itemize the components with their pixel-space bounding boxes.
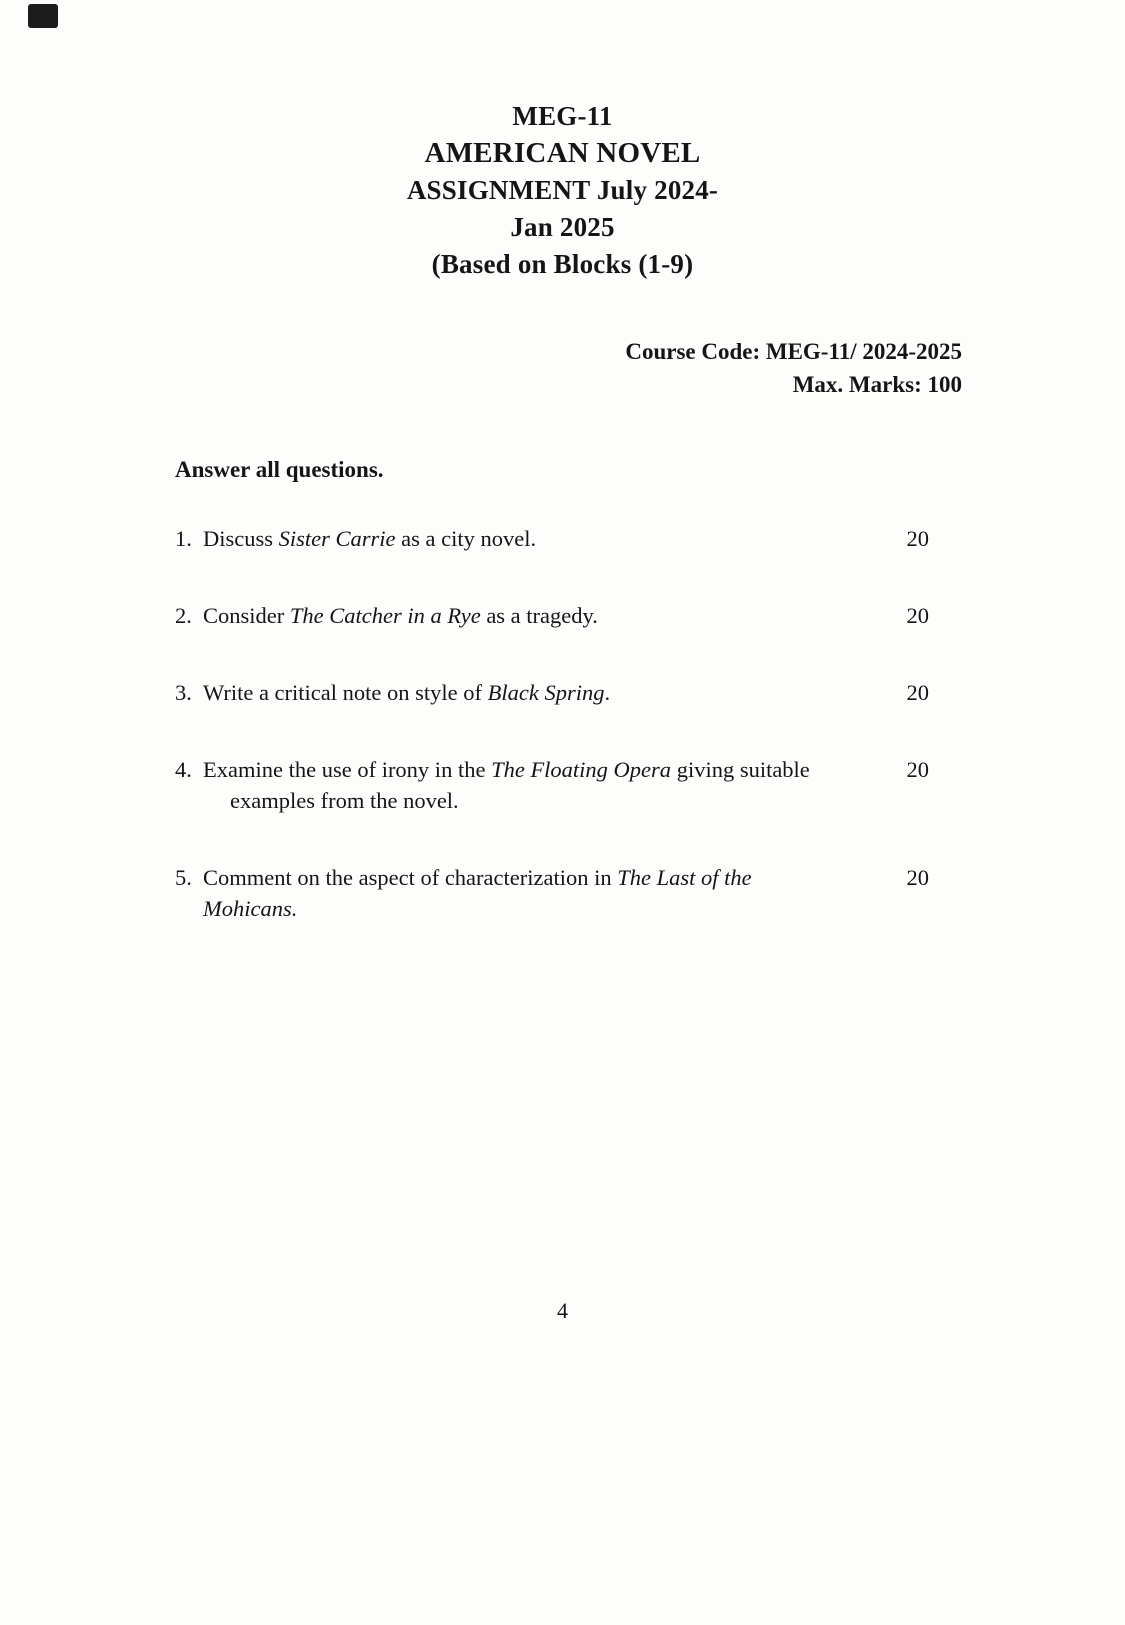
question-text-italic-title: Sister Carrie [278,526,396,551]
question-text-continuation: examples from the novel. [230,788,459,813]
title-line-assignment: ASSIGNMENT July 2024- [406,175,719,205]
max-marks-line: Max. Marks: 100 [792,372,962,397]
question-text-segment: Consider [203,603,290,628]
question-text-italic-title: The Last of the Mohicans. [203,865,752,921]
question-item-3 [0,677,1125,708]
question-text-segment: Comment on the aspect of characterization in [203,865,618,890]
question-text [203,754,810,816]
page-number: 4 [557,1298,568,1323]
question-marks: 20 [906,526,929,551]
question-number: 3. [175,680,192,705]
question-text-segment: as a tragedy. [480,603,598,628]
question-text-segment: giving suitable [671,757,810,782]
question-text-italic-title: The Floating Opera [491,757,672,782]
course-code-line: Course Code: MEG-11/ 2024-2025 [625,339,962,364]
question-marks: 20 [906,603,929,628]
question-item-5 [0,862,1125,924]
question-body [175,862,835,924]
question-text-segment: as a city novel. [395,526,537,551]
question-text [203,523,536,554]
scan-artifact-mark [28,4,58,28]
title-line-course-code: MEG-11 [512,101,613,131]
question-item-2 [0,600,1125,631]
question-number: 5. [175,865,192,890]
title-line-blocks: (Based on Blocks (1-9) [431,249,694,279]
question-item-1 [0,523,1125,554]
question-text [203,600,598,631]
question-text-segment: Examine the use of irony in the [203,757,492,782]
question-number: 2. [175,603,192,628]
question-number: 4. [175,757,192,782]
question-body [175,754,835,816]
meta-block [0,335,962,401]
question-text [203,677,610,708]
question-text-italic-title: Black Spring [487,680,605,705]
question-marks: 20 [906,680,929,705]
question-body [175,677,835,708]
questions-list [0,523,1125,924]
question-marks: 20 [906,757,929,782]
question-text [203,862,835,924]
question-text-segment: . [604,680,611,705]
question-body [175,600,835,631]
question-text-segment: Write a critical note on style of [203,680,488,705]
question-marks: 20 [906,865,929,890]
instructions-line: Answer all questions. [175,457,384,482]
question-body [175,523,835,554]
title-block [0,0,1125,283]
question-text-italic-title: The Catcher in a Rye [289,603,481,628]
question-item-4 [0,754,1125,816]
question-number: 1. [175,526,192,551]
title-line-session: Jan 2025 [510,212,615,242]
title-line-course-name: AMERICAN NOVEL [424,137,701,169]
question-text-segment: Discuss [203,526,279,551]
